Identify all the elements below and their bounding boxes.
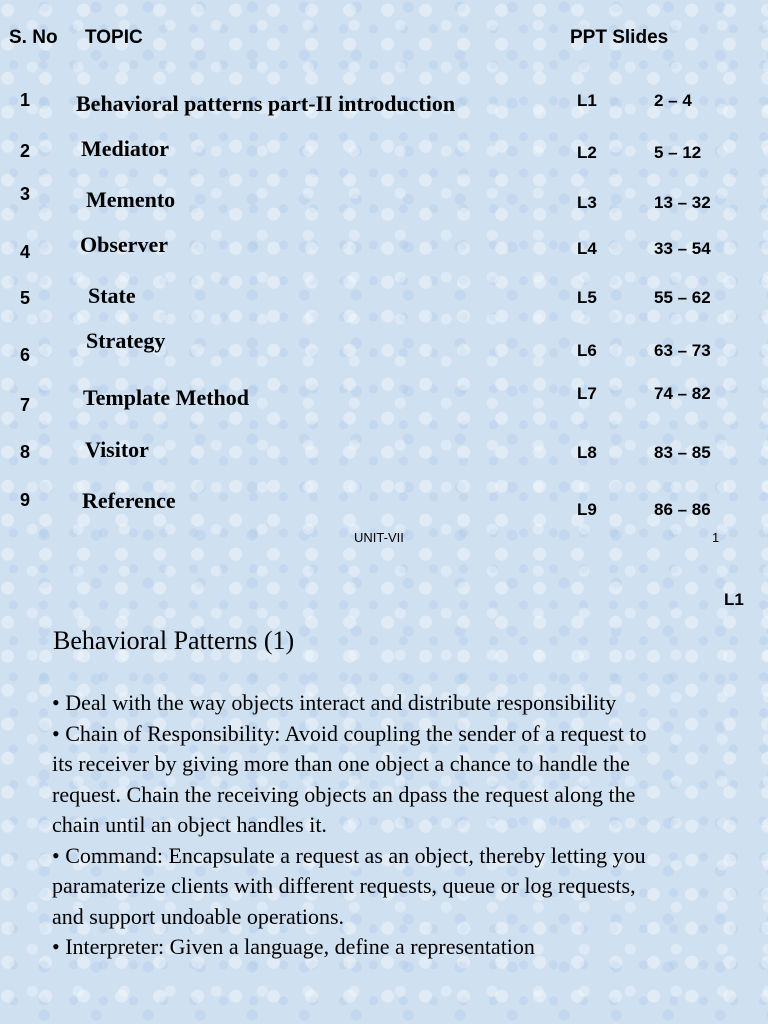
- header-ppt-slides: PPT Slides: [570, 27, 669, 48]
- row-1-slides: 2 – 4: [654, 91, 692, 110]
- row-6-sno: 6: [20, 345, 31, 365]
- row-5-slides: 55 – 62: [654, 288, 711, 307]
- row-8-slides: 83 – 85: [654, 443, 711, 462]
- lecture-label: L1: [724, 590, 744, 609]
- row-2-slides: 5 – 12: [654, 143, 702, 162]
- row-7-sno: 7: [20, 395, 31, 415]
- row-6-topic: Strategy: [86, 328, 166, 353]
- row-3-slides: 13 – 32: [654, 193, 711, 212]
- row-7-slides: 74 – 82: [654, 384, 711, 403]
- row-5-topic: State: [88, 283, 136, 308]
- row-6-lecture: L6: [577, 341, 597, 360]
- row-5-sno: 5: [20, 288, 31, 308]
- slide-behavioral-patterns: [0, 560, 768, 1024]
- bullet-item: • Deal with the way objects interact and distribute responsibility: [52, 690, 617, 715]
- row-4-sno: 4: [20, 242, 31, 262]
- row-1-lecture: L1: [577, 91, 597, 110]
- slide-title: Behavioral Patterns (1): [53, 626, 295, 655]
- row-3-topic: Memento: [86, 187, 176, 212]
- row-5-lecture: L5: [577, 288, 597, 307]
- row-9-lecture: L9: [577, 500, 597, 519]
- row-4-topic: Observer: [80, 232, 168, 257]
- row-1-sno: 1: [20, 90, 31, 110]
- footer-unit-label: UNIT-VII: [354, 530, 404, 545]
- row-8-topic: Visitor: [85, 437, 149, 462]
- header-sno: S. No: [9, 27, 58, 48]
- row-7-lecture: L7: [577, 384, 597, 403]
- footer-page-number: 1: [712, 530, 720, 545]
- row-9-topic: Reference: [82, 488, 176, 513]
- row-9-slides: 86 – 86: [654, 500, 711, 519]
- bullet-item: • Command: Encapsulate a request as an object, thereby letting you paramaterize clients with different requests, queue or log requests, and support undoable operations.: [52, 842, 646, 929]
- row-2-lecture: L2: [577, 143, 597, 162]
- row-9-sno: 9: [20, 490, 31, 510]
- row-3-lecture: L3: [577, 193, 597, 212]
- row-4-lecture: L4: [577, 239, 597, 258]
- row-7-topic: Template Method: [83, 385, 250, 410]
- bullet-item: • Chain of Responsibility: Avoid coupling the sender of a request to its receiver by giving more than one object a chance to handle the request. Chain the receiving objects an dpass the request along the chain until an object handles it.: [52, 720, 647, 837]
- row-4-slides: 33 – 54: [654, 239, 711, 258]
- bullet-list: [52, 688, 662, 963]
- row-1-topic: Behavioral patterns part-II introduction: [76, 91, 456, 116]
- bullet-item: • Interpreter: Given a language, define a representation: [52, 934, 535, 959]
- row-2-topic: Mediator: [81, 136, 169, 161]
- header-topic: TOPIC: [85, 27, 143, 48]
- row-8-sno: 8: [20, 442, 31, 462]
- row-8-lecture: L8: [577, 443, 597, 462]
- row-3-sno: 3: [20, 184, 31, 204]
- row-2-sno: 2: [20, 141, 31, 161]
- row-6-slides: 63 – 73: [654, 341, 711, 360]
